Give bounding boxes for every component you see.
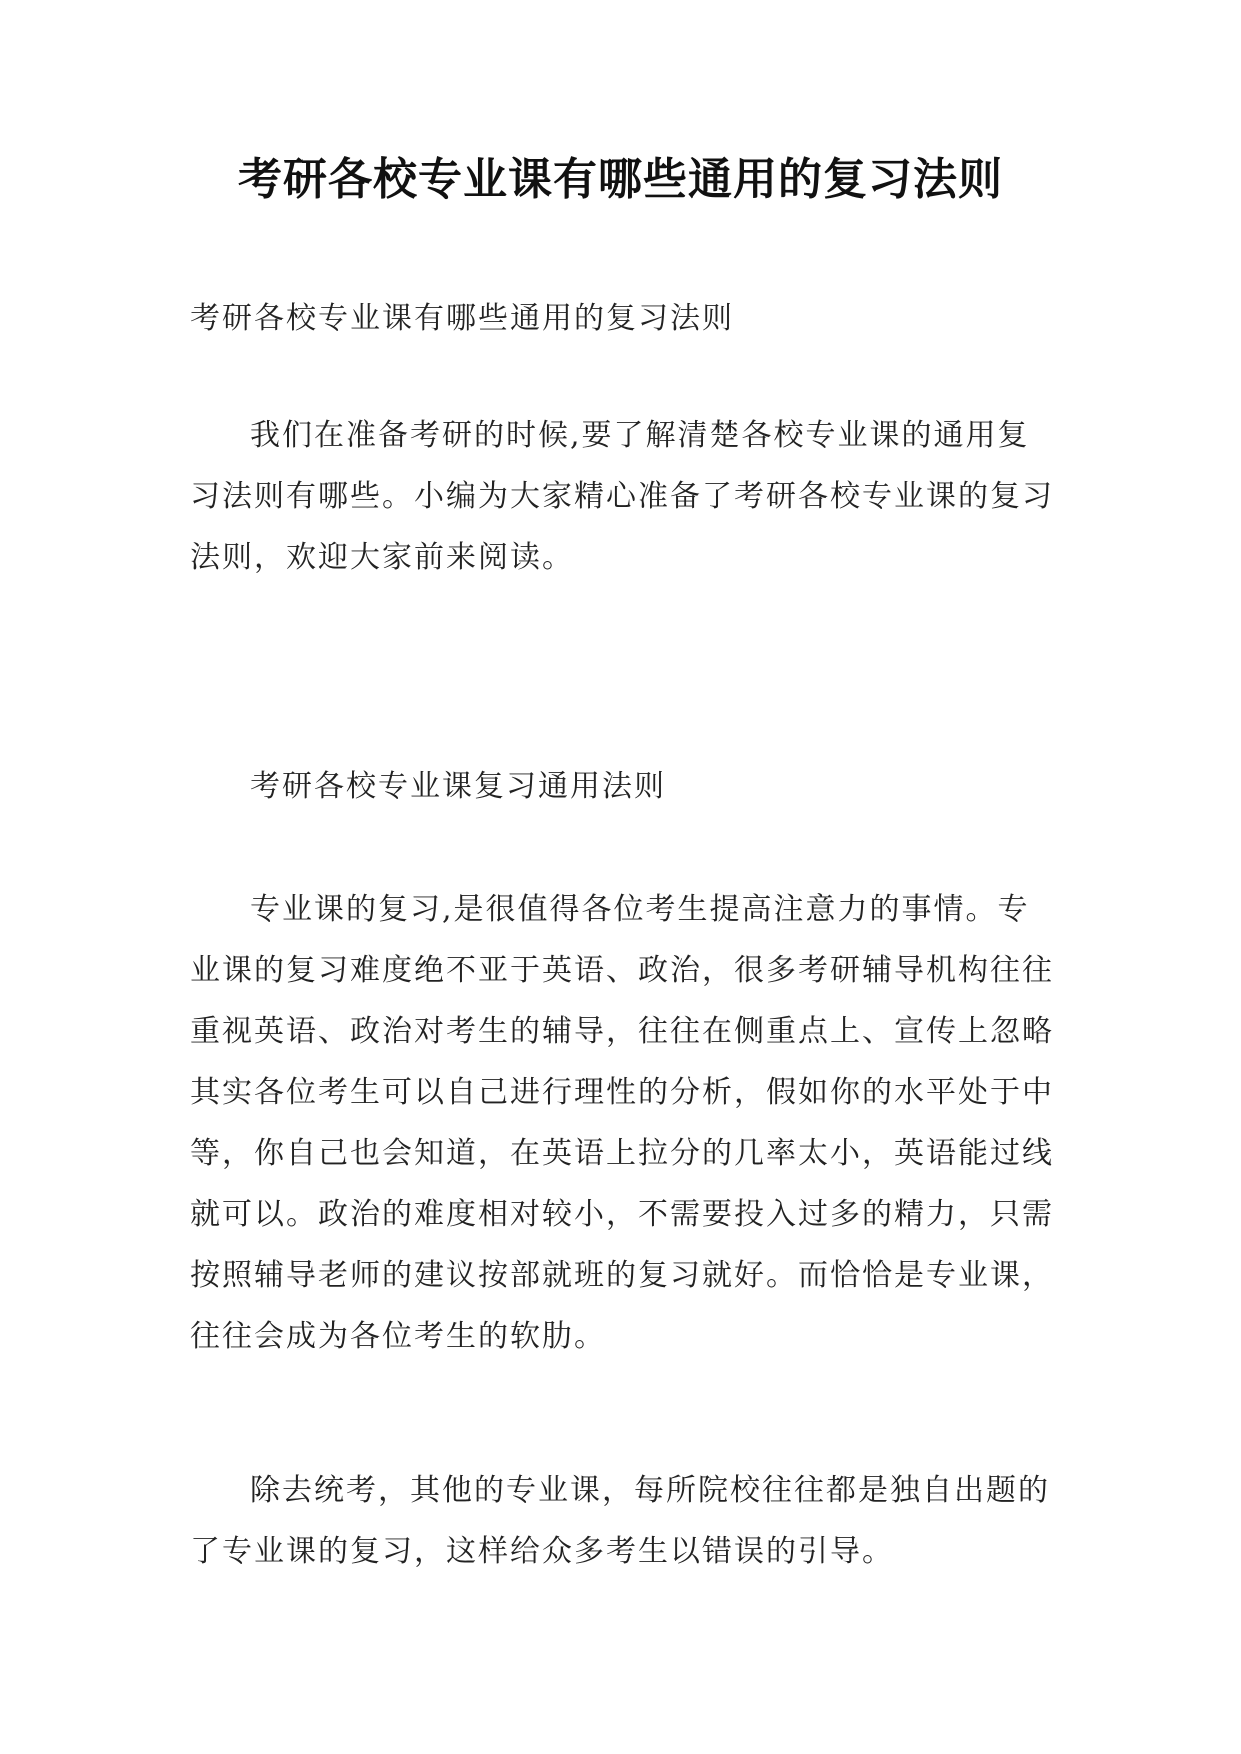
body-paragraph-3: 除去统考，其他的专业课，每所院校往往都是独自出题的了专业课的复习，这样给众多考生以错误的引导。 [190, 1473, 1050, 1569]
document-title: 考研各校专业课有哪些通用的复习法则 [238, 154, 1003, 205]
intro-paragraph: 我们在准备考研的时候,要了解清楚各校专业课的通用复习法则有哪些。小编为大家精心准备了考研各校专业课的复习法则，欢迎大家前来阅读。 [190, 418, 1054, 575]
document-subtitle: 考研各校专业课有哪些通用的复习法则 [190, 301, 734, 336]
body-paragraph-2: 专业课的复习,是很值得各位考生提高注意力的事情。专业课的复习难度绝不亚于英语、政治，很多考研辅导机构往往重视英语、政治对考生的辅导，往往在侧重点上、宣传上忽略其实各位考生可以自己进行理性的分析，假如你的水平处于中等，你自己也会知道，在英语上拉分的几率太小，英语能过线就可以。政治的难度相对较小，不需要投入过多的精力，只需按照辅导老师的建议按部就班的复习就好。而恰恰是专业课，往往会成为各位考生的软肋。 [190, 892, 1054, 1354]
section-heading: 考研各校专业课复习通用法则 [250, 769, 666, 804]
